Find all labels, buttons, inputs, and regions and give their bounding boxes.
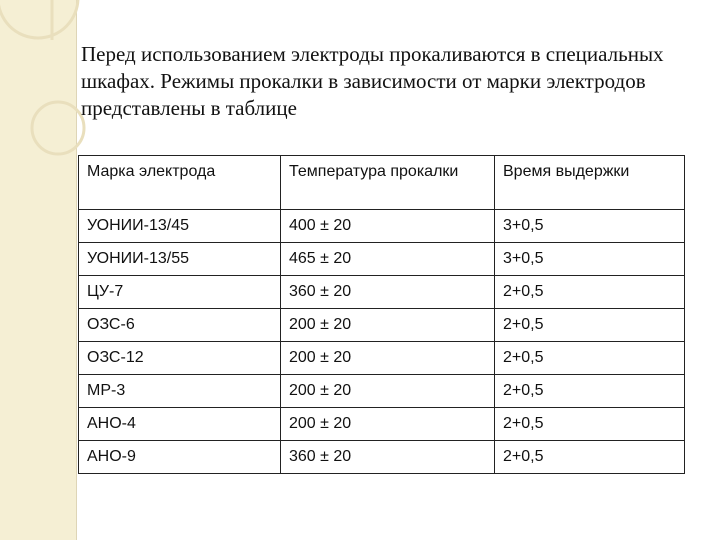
cell-grade: ЦУ-7 xyxy=(79,276,281,309)
intro-paragraph: Перед использованием электроды прокаливаются в специальных шкафах. Режимы прокалки в зависимости от марки электродов представлены в таблице xyxy=(81,42,664,120)
table-row xyxy=(79,441,685,474)
table-row xyxy=(79,243,685,276)
cell-time: 2+0,5 xyxy=(495,276,685,309)
cell-time: 2+0,5 xyxy=(495,309,685,342)
cell-temperature: 200 ± 20 xyxy=(281,342,495,375)
cell-temperature: 465 ± 20 xyxy=(281,243,495,276)
cell-time: 3+0,5 xyxy=(495,243,685,276)
header-holding-time: Время выдержки xyxy=(495,156,685,210)
cell-grade: ОЗС-12 xyxy=(79,342,281,375)
cell-temperature: 400 ± 20 xyxy=(281,210,495,243)
cell-grade: МР-3 xyxy=(79,375,281,408)
cell-time: 2+0,5 xyxy=(495,375,685,408)
electrode-baking-table xyxy=(78,155,685,474)
decorative-ring-medium xyxy=(32,102,84,154)
cell-grade: УОНИИ-13/45 xyxy=(79,210,281,243)
cell-time: 2+0,5 xyxy=(495,342,685,375)
cell-grade: ОЗС-6 xyxy=(79,309,281,342)
table-row xyxy=(79,210,685,243)
header-baking-temperature: Температура прокалки xyxy=(281,156,495,210)
decorative-ring-large xyxy=(0,0,78,38)
cell-grade: АНО-4 xyxy=(79,408,281,441)
cell-temperature: 200 ± 20 xyxy=(281,408,495,441)
header-electrode-grade: Марка электрода xyxy=(79,156,281,210)
cell-time: 3+0,5 xyxy=(495,210,685,243)
cell-grade: УОНИИ-13/55 xyxy=(79,243,281,276)
table-row xyxy=(79,276,685,309)
table-row xyxy=(79,408,685,441)
cell-temperature: 200 ± 20 xyxy=(281,309,495,342)
table-row xyxy=(79,375,685,408)
cell-temperature: 360 ± 20 xyxy=(281,276,495,309)
cell-grade: АНО-9 xyxy=(79,441,281,474)
table-header-row xyxy=(79,156,685,210)
table-row xyxy=(79,309,685,342)
cell-time: 2+0,5 xyxy=(495,441,685,474)
cell-time: 2+0,5 xyxy=(495,408,685,441)
cell-temperature: 200 ± 20 xyxy=(281,375,495,408)
table-row xyxy=(79,342,685,375)
cell-temperature: 360 ± 20 xyxy=(281,441,495,474)
